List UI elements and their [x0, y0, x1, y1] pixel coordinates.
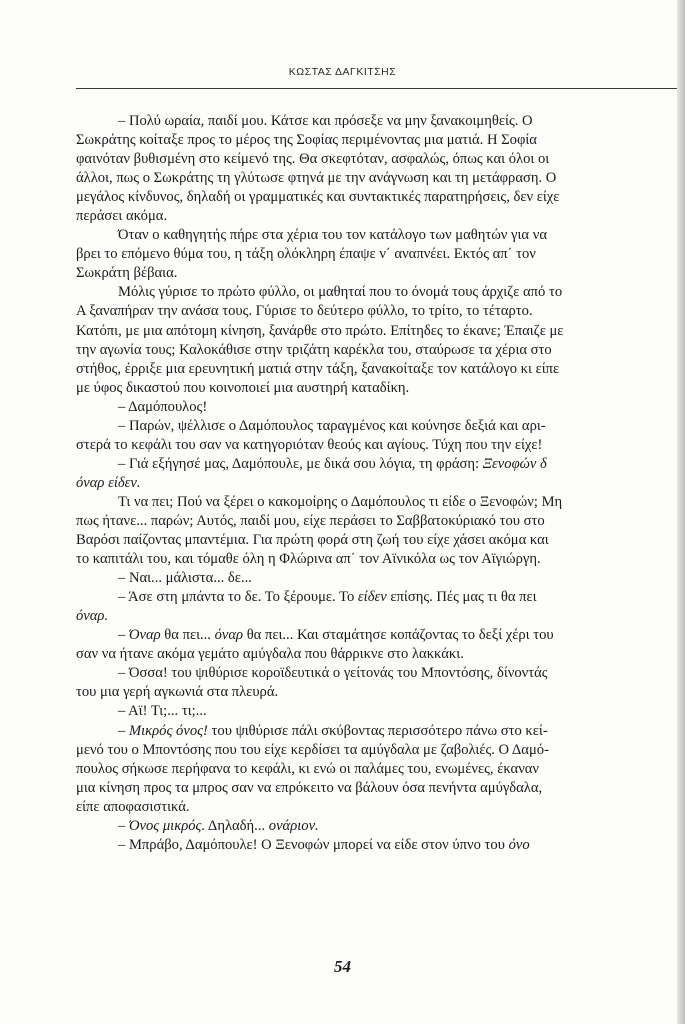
italic-text: όνο	[508, 836, 530, 853]
text-run: Κατόπι, με μια απότομη κίνηση, ξανάρθε στο πρώτο. Επίτηδες το έκανε; Έπαιζε με	[76, 322, 564, 339]
text-run: βρει το επόμενο θύμα του, η τάξη ολόκληρη έπαψε ν΄ αναπνέει. Εκτός απ΄ τον	[76, 246, 536, 263]
text-line	[76, 550, 682, 569]
italic-text: όναρ	[214, 627, 244, 644]
italic-text: ονάριον.	[268, 817, 319, 834]
running-header: ΚΩΣΤΑΣ ΔΑΓΚΙΤΣΗΣ	[288, 66, 397, 78]
page-edge-shadow	[677, 0, 685, 1024]
text-run: – Γιά εξήγησέ μας, Δαμόπουλε, με δικά σου λόγια, τη φράση:	[118, 455, 483, 472]
text-line	[76, 398, 682, 417]
text-run: μενό του ο Μποντόσης που του είχε κερδίσει τα αμύγδαλα με ζαβολιές. Ο Δαμό-	[76, 741, 549, 758]
text-run: την αγωνία τους; Καλοκάθισε στην τριζάτη καρέκλα του, σταύρωσε τα χέρια στο	[76, 341, 552, 358]
text-run: με ύφος δικαστού που κοινοποιεί μια αυστηρή καταδίκη.	[76, 379, 410, 396]
text-line	[76, 741, 682, 760]
text-line	[76, 112, 682, 131]
text-run: Βαρόσι παίζοντας μπαντέμια. Για πρώτη φορά στη ζωή του είχε χάσει ακόμα και	[76, 532, 549, 549]
text-line	[76, 379, 682, 398]
text-run: Α ξαναπήραν την ανάσα τους. Γύρισε το δεύτερο φύλλο, το τρίτο, το τέταρτο.	[76, 303, 533, 320]
text-run: –	[118, 722, 129, 739]
text-run: μεγάλος κίνδυνος, δηλαδή οι γραμματικές και συντακτικές παρατηρήσεις, δεν είχε	[76, 189, 560, 206]
text-run: στερά το κεφάλι του σαν να κατηγοριόταν θεούς και αγίους. Τύχη που την είχε!	[76, 436, 543, 453]
text-line	[76, 436, 682, 455]
text-line	[76, 474, 682, 493]
text-run: Τι να πει; Πού να ξέρει ο κακομοίρης ο Δαμόπουλος τι είδε ο Ξενοφών; Μη	[118, 493, 563, 510]
text-run: επίσης. Πές μας τι θα πει	[386, 589, 537, 606]
text-line	[76, 341, 682, 360]
text-run: στήθος, έρριξε μια ερευνητική ματιά στην τάξη, ξανακοίταξε τον κατάλογο κι είπε	[76, 360, 560, 377]
text-line	[76, 455, 682, 474]
italic-text: όναρ είδεν.	[76, 474, 141, 491]
text-line	[76, 150, 682, 169]
text-run: – Αϊ! Τι;... τι;...	[118, 703, 207, 720]
text-run: –	[118, 627, 129, 644]
text-line	[76, 664, 682, 683]
text-line	[76, 322, 682, 341]
text-run: πως ήτανε... παρών; Αυτός, παιδί μου, είχε περάσει το Σαββατοκύριακό του στο	[76, 512, 545, 529]
text-run: άλλοι, πως ο Σωκράτης τη γλύτωσε φτηνά με την ανάγνωση και τη μετάφραση. Ο	[76, 170, 557, 187]
text-line	[76, 588, 682, 607]
text-run: το καπιτάλι του, και τόμαθε όλη η Φλώρινα απ΄ τον Αϊνικόλα ως τον Αϊγιώργη.	[76, 551, 541, 568]
text-line	[76, 722, 682, 741]
text-line	[76, 779, 682, 798]
text-line	[76, 531, 682, 550]
text-line	[76, 626, 682, 645]
text-run: φαινόταν βυθισμένη στο κείμενό της. Θα σκεφτόταν, ασφαλώς, όπως και όλοι οι	[76, 151, 550, 168]
text-line	[76, 188, 682, 207]
text-line	[76, 493, 682, 512]
text-line	[76, 169, 682, 188]
italic-text: Όνος μικρός.	[128, 817, 206, 834]
italic-text: όναρ.	[76, 608, 109, 625]
text-run: πουλος σήκωσε περήφανα το κεφάλι, κι ενώ οι παλάμες του, ενωμένες, έκαναν	[76, 760, 540, 777]
text-run: Δηλαδή...	[205, 817, 269, 834]
text-line	[76, 226, 682, 245]
text-line	[76, 245, 682, 264]
text-line	[76, 207, 682, 226]
text-line	[76, 798, 682, 817]
text-line	[76, 417, 682, 436]
text-line	[76, 760, 682, 779]
text-run: –	[118, 817, 129, 834]
text-line	[76, 836, 682, 855]
text-run: μια κίνηση προς τα μπρος σαν να επρόκειτο να βάλουν όσα πενήντα αμύγδαλα,	[76, 779, 543, 796]
text-run: – Άσε στη μπάντα το δε. Το ξέρουμε. Το	[118, 589, 358, 606]
text-line	[76, 817, 682, 836]
text-run: – Δαμόπουλος!	[118, 398, 208, 415]
text-run: – Παρών, ψέλλισε ο Δαμόπουλος ταραγμένος και κούνησε δεξιά και αρι-	[118, 417, 546, 434]
text-line	[76, 283, 682, 302]
text-run: περάσει ακόμα.	[76, 208, 168, 225]
italic-text: Ξενοφών δ	[482, 455, 547, 472]
text-run: θα πει... Και σταμάτησε κοπάζοντας το δεξί χέρι του	[243, 627, 554, 644]
text-run: του μια γερή αγκωνιά στα πλευρά.	[76, 684, 279, 701]
text-run: – Πολύ ωραία, παιδί μου. Κάτσε και πρόσεξε να μην ξανακοιμηθείς. Ο	[118, 113, 533, 129]
text-run: του ψιθύρισε πάλι σκύβοντας περισσότερο πάνω στο κεί-	[207, 722, 548, 739]
text-run: – Ναι... μάλιστα... δε...	[118, 570, 252, 587]
text-run: – Όσσα! του ψιθύρισε κοροϊδευτικά ο γείτονάς του Μποντόσης, δίνοντάς	[118, 665, 548, 682]
text-line	[76, 302, 682, 321]
text-line	[76, 683, 682, 702]
text-run: είπε αποφασιστικά.	[76, 798, 190, 815]
italic-text: Όναρ	[128, 627, 161, 644]
text-line	[76, 607, 682, 626]
text-run: Όταν ο καθηγητής πήρε στα χέρια του τον κατάλογο των μαθητών για να	[118, 227, 547, 244]
text-line	[76, 569, 682, 588]
text-line	[76, 131, 682, 150]
page-number: 54	[334, 957, 351, 976]
text-line	[76, 360, 682, 379]
text-run: Μόλις γύρισε το πρώτο φύλλο, οι μαθηταί που το όνομά τους άρχιζε από το	[118, 284, 563, 301]
italic-text: Μικρός όνος!	[128, 722, 208, 739]
text-line	[76, 512, 682, 531]
body-text	[76, 112, 682, 855]
text-line	[76, 702, 682, 721]
header-rule	[76, 88, 682, 89]
text-line	[76, 645, 682, 664]
text-run: – Μπράβο, Δαμόπουλε! Ο Ξενοφών μπορεί να είδε στον ύπνο του	[118, 836, 509, 853]
text-run: Σωκράτης κοίταξε προς το μέρος της Σοφίας περιμένοντας μια ματιά. Η Σοφία	[76, 132, 537, 149]
text-run: θα πει...	[160, 627, 215, 644]
text-line	[76, 264, 682, 283]
italic-text: είδεν	[357, 589, 387, 606]
text-run: σαν να ήτανε ακόμα γεμάτο αμύγδαλα που θάρρικνε στο λακκάκι.	[76, 646, 464, 663]
text-run: Σωκράτη βέβαια.	[76, 265, 178, 282]
